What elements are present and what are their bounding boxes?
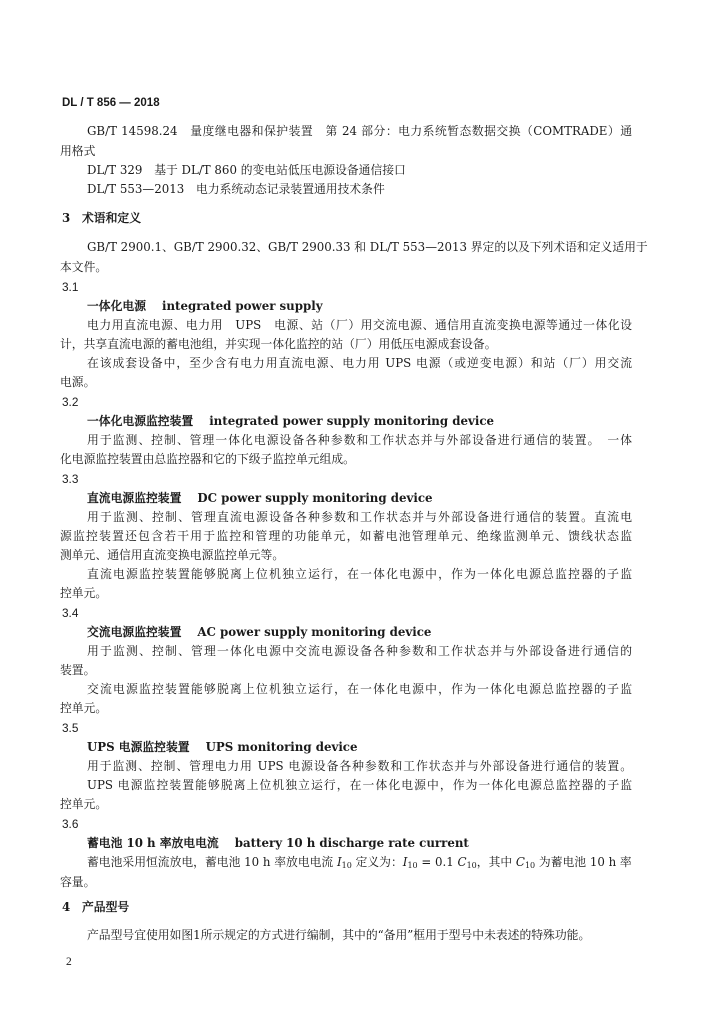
- term-title-en: UPS monitoring device: [205, 740, 358, 754]
- term-definition: 源监控装置还包含若干用于监控和管理的功能单元，如蓄电池管理单元、绝缘监测单元、馈线状态监: [60, 529, 632, 543]
- term-title-zh: 一体化电源监控装置: [87, 414, 194, 428]
- term-title: [87, 836, 469, 851]
- term-title: [87, 414, 494, 429]
- term-note: 在该成套设备中，至少含有电力用直流电源、电力用 UPS 电源（或逆变电源）和站（厂）用交流: [87, 356, 632, 370]
- reference-line-continued: 用格式: [60, 144, 96, 158]
- term-definition: 化电源监控装置由总监控器和它的下级子监控单元组成。: [60, 452, 355, 466]
- symbol-capacity: C: [457, 855, 467, 869]
- term-definition: 用于监测、控制、管理直流电源设备各种参数和工作状态并与外部设备进行通信的装置。直流电: [87, 510, 632, 524]
- term-title-zh: 蓄电池 10 h 率放电电流: [87, 836, 219, 850]
- term-number: 3.6: [62, 817, 79, 831]
- standard-number: DL / T 856 — 2018: [62, 97, 160, 109]
- symbol-subscript: 10: [407, 861, 418, 870]
- section-text: 产品型号宜使用如图1所示规定的方式进行编制，其中的“备用”框用于型号中未表述的特殊功能。: [87, 928, 591, 942]
- formula-prefix: 蓄电池采用恒流放电，蓄电池 10 h 率放电电流: [87, 855, 334, 869]
- formula-rest: ，其中: [476, 855, 513, 869]
- symbol-subscript: 10: [466, 861, 477, 870]
- section-intro: GB/T 2900.1、GB/T 2900.32、GB/T 2900.33 和 DL/T 553—2013 界定的以及下列术语和定义适用于: [87, 240, 648, 254]
- reference-line: DL/T 553—2013 电力系统动态记录装置通用技术条件: [87, 182, 385, 196]
- term-note: 控单元。: [60, 797, 108, 811]
- term-definition: 装置。: [60, 663, 96, 677]
- symbol-subscript: 10: [524, 861, 536, 870]
- term-definition: 测单元、通信用直流变换电源监控单元等。: [60, 548, 285, 562]
- formula-end: 为蓄电池 10 h 率: [538, 855, 632, 869]
- reference-line: GB/T 14598.24 量度继电器和保护装置 第 24 部分：电力系统暂态数据交换（COMTRADE）通: [87, 124, 632, 138]
- term-number: 3.3: [62, 472, 79, 486]
- term-definition: 用于监测、控制、管理一体化电源中交流电源设备各种参数和工作状态并与外部设备进行通信的: [87, 644, 632, 658]
- term-definition: 计，共享直流电源的蓄电池组，并实现一体化监控的站（厂）用低压电源成套设备。: [60, 337, 497, 351]
- term-title: [87, 491, 433, 506]
- term-number: 3.4: [62, 606, 79, 620]
- term-title: [87, 299, 323, 314]
- symbol-subscript: 10: [341, 861, 352, 870]
- section-heading: 3 术语和定义: [62, 211, 141, 225]
- term-title: [87, 740, 358, 755]
- symbol-current: I: [402, 855, 408, 869]
- term-title-en: DC power supply monitoring device: [197, 491, 433, 505]
- formula-mid: 定义为：: [355, 855, 403, 869]
- term-note: 直流电源监控装置能够脱离上位机独立运行，在一体化电源中，作为一体化电源总监控器的子监: [87, 567, 632, 581]
- term-definition: 用于监测、控制、管理一体化电源设备各种参数和工作状态并与外部设备进行通信的装置。 一体: [87, 433, 632, 447]
- term-title-zh: 直流电源监控装置: [87, 491, 182, 505]
- symbol-current: I: [336, 855, 342, 869]
- page-number: 2: [66, 956, 72, 968]
- term-note: UPS 电源监控装置能够脱离上位机独立运行，在一体化电源中，作为一体化电源总监控器的子监: [87, 778, 632, 792]
- term-title-en: integrated power supply monitoring device: [209, 414, 495, 428]
- term-title: [87, 625, 431, 640]
- term-number: 3.5: [62, 721, 79, 735]
- term-note: 控单元。: [60, 586, 108, 600]
- section-heading: 4 产品型号: [62, 900, 130, 914]
- term-note: 交流电源监控装置能够脱离上位机独立运行，在一体化电源中，作为一体化电源总监控器的子监: [87, 682, 632, 696]
- term-definition-formula: [87, 855, 632, 873]
- term-note: 控单元。: [60, 701, 108, 715]
- term-number: 3.1: [62, 280, 79, 294]
- term-title-zh: UPS 电源监控装置: [87, 740, 190, 754]
- term-title-zh: 一体化电源: [87, 299, 146, 313]
- term-definition: 用于监测、控制、管理电力用 UPS 电源设备各种参数和工作状态并与外部设备进行通信的装置。: [87, 759, 632, 773]
- term-note: 电源。: [60, 375, 96, 389]
- term-definition: 电力用直流电源、电力用 UPS 电源、站（厂）用交流电源、通信用直流变换电源等通过一体化设: [87, 318, 632, 332]
- term-title-en: AC power supply monitoring device: [197, 625, 432, 639]
- formula-equation: = 0.1: [421, 855, 454, 869]
- term-title-en: integrated power supply: [162, 299, 323, 313]
- term-title-en: battery 10 h discharge rate current: [234, 836, 469, 850]
- term-definition: 容量。: [60, 875, 96, 889]
- section-intro-continued: 本文件。: [60, 260, 108, 274]
- term-number: 3.2: [62, 395, 79, 409]
- term-title-zh: 交流电源监控装置: [87, 625, 182, 639]
- symbol-capacity: C: [515, 855, 525, 869]
- reference-line: DL/T 329 基于 DL/T 860 的变电站低压电源设备通信接口: [87, 163, 406, 177]
